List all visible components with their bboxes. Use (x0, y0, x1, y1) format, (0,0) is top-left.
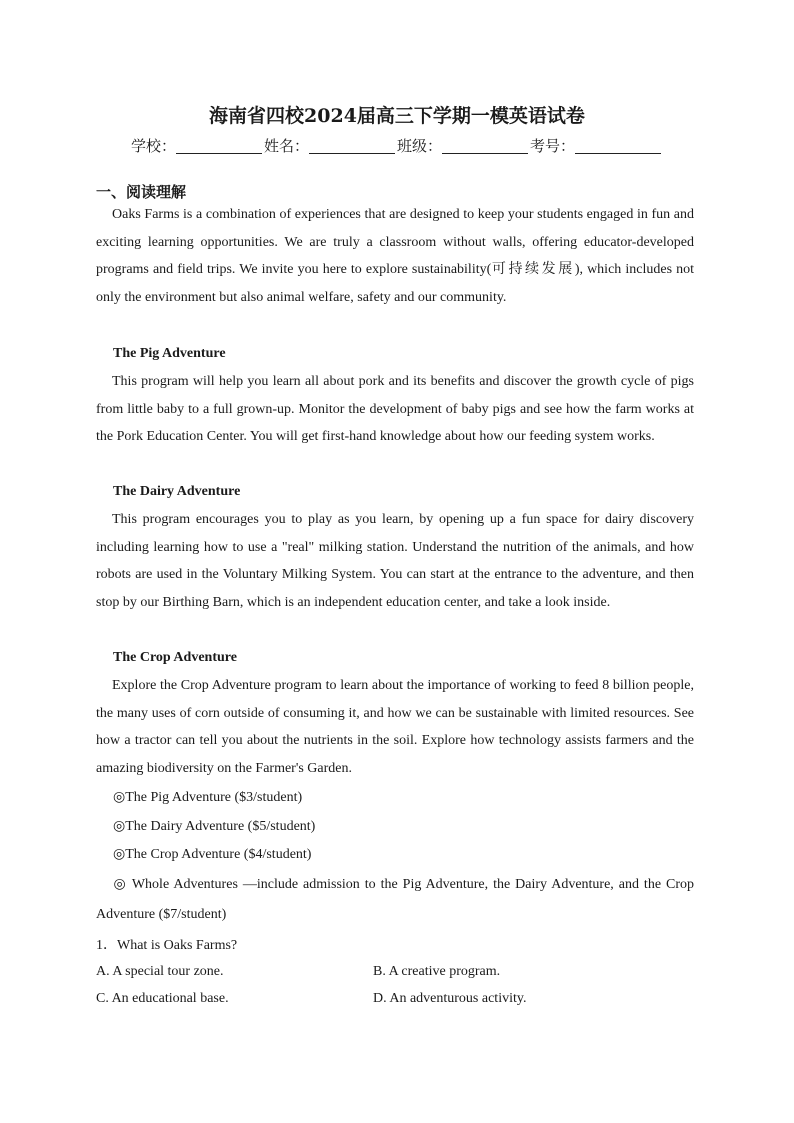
price-item-crop: ◎The Crop Adventure ($4/student) (113, 847, 312, 862)
price-item-whole-text: ◎ Whole Adventures —include admission to the Pig Adventure, the Dairy Adventure, and the Crop Adventure ($7/student) (96, 877, 694, 922)
section-title: 一、阅读理解 (96, 183, 187, 201)
intro-paragraph (96, 201, 694, 311)
class-blank[interactable] (442, 139, 528, 154)
question-stem: 1．What is Oaks Farms? (96, 938, 238, 953)
crop-adventure-heading: The Crop Adventure (113, 650, 237, 665)
pig-adventure-heading: The Pig Adventure (113, 346, 226, 361)
exam-title: 海南省四校2024届高三下学期一模英语试卷 (209, 105, 585, 127)
dairy-adventure-paragraph (96, 506, 694, 616)
option-c[interactable]: C. An educational base. (96, 991, 229, 1006)
exam-number-label: 考号： (530, 137, 576, 155)
name-label: 姓名： (263, 137, 309, 155)
crop-adventure-text: Explore the Crop Adventure program to learn about the importance of working to feed 8 billion people, the many uses of corn outside of consuming it, and how we can be sustainable with limited resources. See how a tractor can tell you about the nutrients in the soil. Explore how technology assists farmers and the amazing biodiversity on the Farmer's Garden. (96, 678, 694, 776)
pig-adventure-paragraph (96, 368, 694, 451)
student-info-line (0, 135, 794, 156)
dairy-adventure-text: This program encourages you to play as you learn, by opening up a fun space for dairy discovery including learning how to use a "real" milking station. Understand the nutrition of the animals, and how robots are used in the Voluntary Milking System. You can start at the entrance to the adventure, and then stop by our Birthing Barn, which is an independent education center, and take a look inside. (96, 512, 694, 610)
school-blank[interactable] (176, 139, 262, 154)
price-item-whole (96, 870, 694, 930)
class-label: 班级： (397, 137, 443, 155)
intro-text-a: Oaks Farms is a combination of experiences that are designed to keep your students engaged in fun and exciting learning opportunities. We are truly a classroom without walls, offering educator-developed programs and field trips. We invite you here to explore sustainability( (96, 207, 694, 278)
option-b[interactable]: B. A creative program. (373, 964, 501, 979)
exam-number-blank[interactable] (575, 139, 661, 154)
intro-text-b: ), which includes not only the environment but also animal welfare, safety and our community. (96, 262, 695, 305)
option-a[interactable]: A. A special tour zone. (96, 964, 224, 979)
crop-adventure-paragraph (96, 672, 694, 782)
intro-chinese-gloss: 可持续发展 (491, 261, 575, 278)
pig-adventure-text: This program will help you learn all about pork and its benefits and discover the growth cycle of pigs from little baby to a full grown-up. Monitor the development of baby pigs and see how the farm works at the Pork Education Center. You will get first-hand knowledge about how our feeding system works. (96, 374, 694, 445)
school-label: 学校： (130, 137, 176, 155)
option-d[interactable]: D. An adventurous activity. (373, 991, 527, 1006)
price-item-pig: ◎The Pig Adventure ($3/student) (113, 790, 303, 805)
price-item-dairy: ◎The Dairy Adventure ($5/student) (113, 819, 316, 834)
dairy-adventure-heading: The Dairy Adventure (113, 484, 241, 499)
name-blank[interactable] (309, 139, 395, 154)
